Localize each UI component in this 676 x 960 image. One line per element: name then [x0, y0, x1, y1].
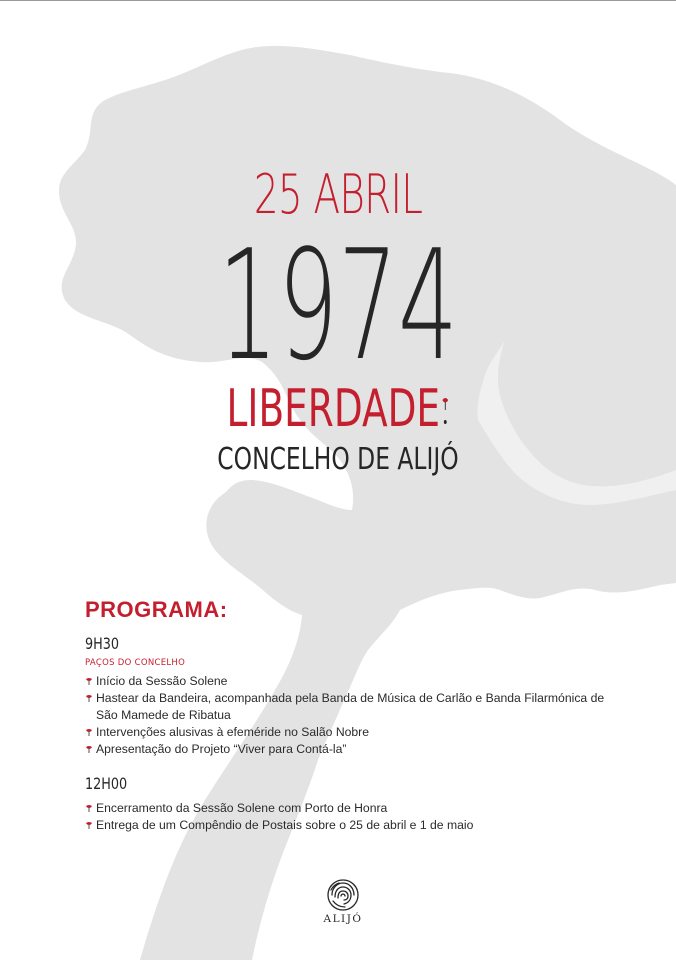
bullet-icon — [86, 678, 92, 685]
year-heading: 1974 — [218, 217, 458, 394]
list-item-text: Início da Sessão Solene — [96, 674, 228, 688]
time-label: 12H00 — [85, 774, 128, 793]
list-item — [85, 724, 625, 741]
list-item-text: Encerramento da Sessão Solene com Porto de Honra — [96, 801, 388, 815]
hero-heading — [0, 165, 676, 479]
time-label: 9H30 — [85, 634, 120, 653]
bullet-icon — [86, 695, 92, 702]
bullet-icon — [86, 746, 92, 753]
schedule-list — [85, 800, 625, 834]
schedule-list — [85, 673, 625, 758]
date-heading: 25 ABRIL — [253, 163, 423, 226]
carnation-small-icon — [441, 396, 450, 426]
council-heading: CONCELHO DE ALIJÓ — [217, 442, 459, 477]
liberdade-text: LIBERDADE — [226, 379, 441, 439]
list-item — [85, 690, 625, 724]
bullet-icon — [86, 805, 92, 812]
list-item-text: Apresentação do Projeto “Viver para Contá-la” — [96, 742, 347, 756]
list-item — [85, 800, 625, 817]
programa-title: PROGRAMA: — [85, 597, 228, 622]
liberdade-heading — [95, 381, 582, 437]
schedule-block-morning — [85, 634, 625, 758]
list-item-text: Entrega de um Compêndio de Postais sobre o 25 de abril e 1 de maio — [96, 818, 474, 832]
list-item-text: Intervenções alusivas à efeméride no Salão Nobre — [96, 725, 370, 739]
list-item — [85, 817, 625, 834]
bullet-icon — [86, 729, 92, 736]
list-item-text: Hastear da Bandeira, acompanhada pela Banda de Música de Carlão e Banda Filarmónica de São Mamede de Ribatua — [96, 691, 605, 722]
alijo-logo — [318, 878, 368, 925]
list-item — [85, 741, 625, 758]
programa-section — [85, 596, 625, 834]
logo-wordmark: ALIJÓ — [323, 913, 363, 925]
venue-label: PAÇOS DO CONCELHO — [85, 658, 186, 668]
schedule-block-noon — [85, 774, 625, 834]
fingerprint-emblem-icon — [326, 878, 360, 912]
list-item — [85, 673, 625, 690]
bullet-icon — [86, 822, 92, 829]
